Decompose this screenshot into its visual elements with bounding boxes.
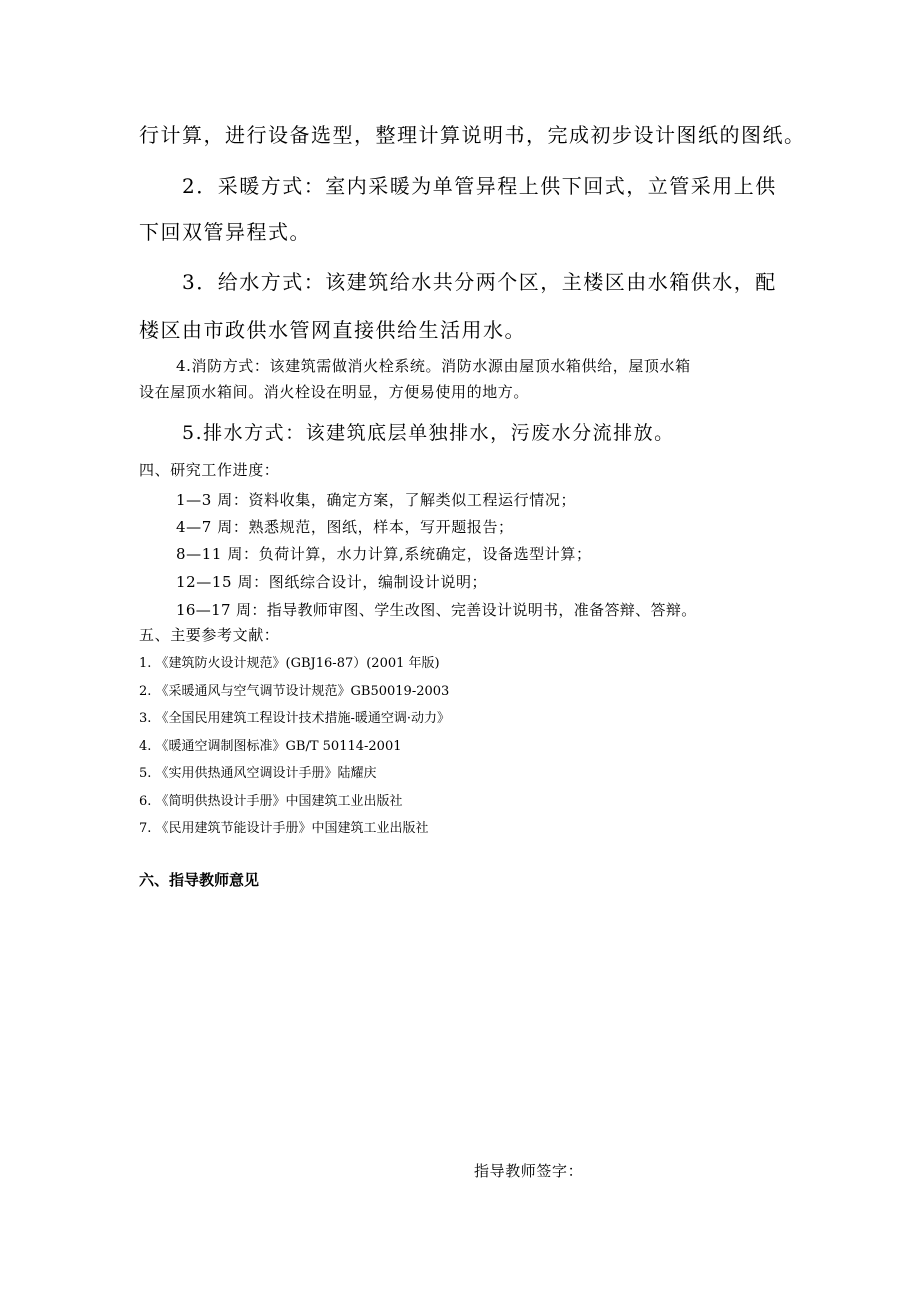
progress-item: 16—17 周：指导教师审图、学生改图、完善设计说明书，准备答辩、答辩。 xyxy=(176,601,697,619)
reference-item: 4. 《暖通空调制图标准》GB/T 50114-2001 xyxy=(139,739,402,754)
paragraph-fire-protection-cont: 设在屋顶水箱间。消火栓设在明显，方便易使用的地方。 xyxy=(139,383,530,401)
reference-item: 3. 《全国民用建筑工程设计技术措施-暖通空调·动力》 xyxy=(139,711,451,726)
reference-item: 6. 《简明供热设计手册》中国建筑工业出版社 xyxy=(139,794,403,809)
progress-item: 4—7 周：熟悉规范，图纸，样本，写开题报告； xyxy=(176,518,514,536)
advisor-signature-label: 指导教师签字： xyxy=(474,1162,584,1180)
paragraph-water-supply-cont: 楼区由市政供水管网直接供给生活用水。 xyxy=(139,318,526,342)
paragraph-fire-protection: 4.消防方式：该建筑需做消火栓系统。消防水源由屋顶水箱供给，屋顶水箱 xyxy=(176,357,691,375)
paragraph-drainage: 5.排水方式：该建筑底层单独排水，污废水分流排放。 xyxy=(182,422,675,444)
advisor-opinion-heading: 六、指导教师意见 xyxy=(139,871,260,889)
reference-item: 5. 《实用供热通风空调设计手册》陆耀庆 xyxy=(139,766,377,781)
references-heading: 五、主要参考文献： xyxy=(139,626,280,644)
reference-item: 2. 《采暖通风与空气调节设计规范》GB50019-2003 xyxy=(139,684,450,699)
paragraph-design-steps: 行计算，进行设备选型，整理计算说明书，完成初步设计图纸的图纸。 xyxy=(139,123,806,147)
progress-item: 1—3 周：资料收集，确定方案，了解类似工程运行情况； xyxy=(176,491,577,509)
progress-item: 12—15 周：图纸综合设计，编制设计说明； xyxy=(176,573,488,591)
paragraph-water-supply: 3．给水方式：该建筑给水共分两个区，主楼区由水箱供水，配 xyxy=(182,270,777,294)
paragraph-heating-method: 2．采暖方式：室内采暖为单管异程上供下回式，立管采用上供 xyxy=(182,174,777,198)
progress-item: 8—11 周：负荷计算，水力计算,系统确定，设备选型计算； xyxy=(176,545,592,563)
paragraph-heating-method-cont: 下回双管异程式。 xyxy=(139,220,311,244)
reference-item: 7. 《民用建筑节能设计手册》中国建筑工业出版社 xyxy=(139,821,429,836)
progress-heading: 四、研究工作进度： xyxy=(139,461,280,479)
reference-item: 1. 《建筑防火设计规范》(GBJ16-87）(2001 年版) xyxy=(139,656,440,671)
